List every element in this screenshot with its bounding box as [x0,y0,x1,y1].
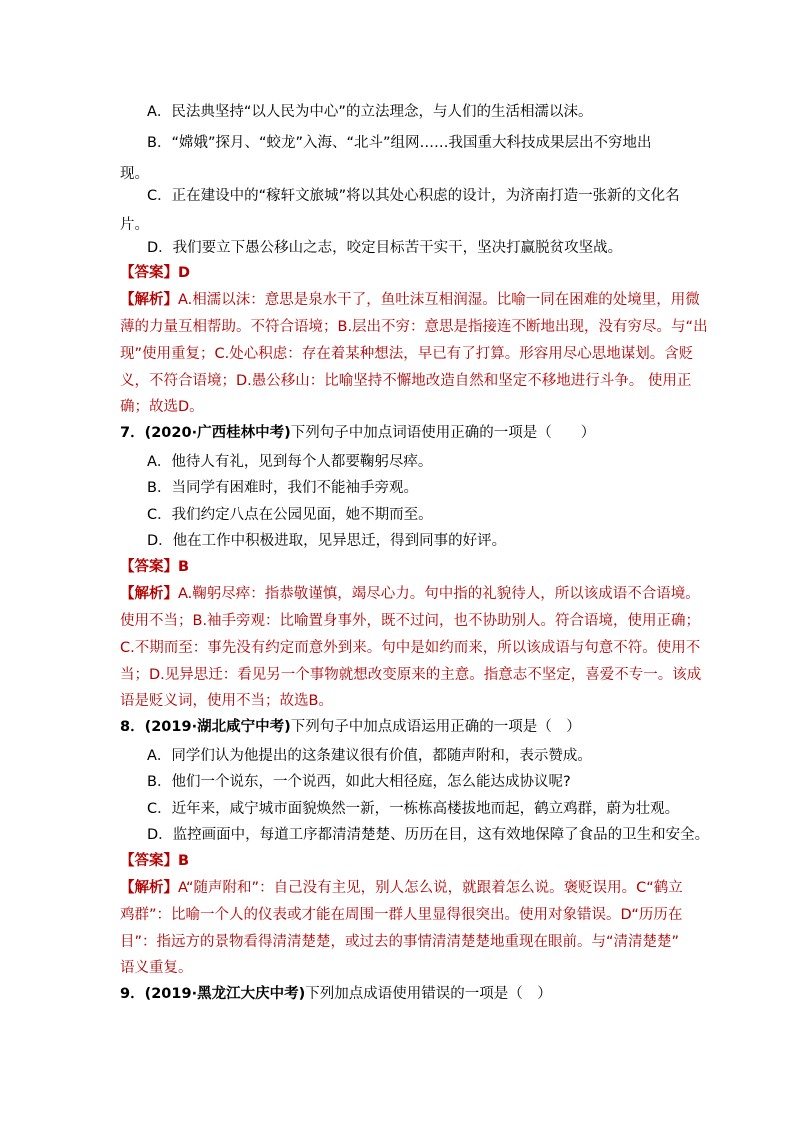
answer-tag: 【答案】 [120,559,178,575]
analysis-text: A.相濡以沫：意思是泉水干了，鱼吐沫互相润湿。比喻一同在困难的处境里，用微 [178,292,700,308]
q6-analysis-line: 薄的力量互相帮助。不符合语境；B.层出不穷：意思是指接连不断地出现，没有穷尽。与“出 [120,319,708,335]
q7-analysis-line: 语是贬义词，使用不当；故选B。 [120,693,333,709]
question-stem: 下列句子中加点词语使用正确的一项是（ ） [290,425,596,441]
q6-option-d: D．我们要立下愚公移山之志，咬定目标苦干实干，坚决打赢脱贫攻坚战。 [147,240,623,256]
q7-answer [120,557,189,577]
q7-stem [120,423,595,443]
answer-value: B [178,559,190,575]
q6-analysis-line: 义，不符合语境；D.愚公移山：比喻坚持不懈地改造自然和坚定不移地进行斗争。 使用正 [120,373,692,389]
q6-option-b: B．“嫦娥”探月、“蛟龙”入海、“北斗”组网……我国重大科技成果层出不穷地出 [147,135,652,151]
question-number: 7． [120,425,145,441]
analysis-tag: 【解析】 [120,292,178,308]
answer-value: D [178,265,191,281]
q7-analysis-line [120,584,700,604]
q8-analysis-line: 语义重复。 [120,960,193,976]
question-source: (2019·湖北咸宁中考) [144,719,291,735]
q8-analysis-line [120,878,683,898]
q8-stem [120,717,581,737]
answer-tag: 【答案】 [120,853,178,869]
q6-option-a: A．民法典坚持“以人民为中心”的立法理念，与人们的生活相濡以沫。 [147,104,593,120]
question-stem: 下列加点成语使用错误的一项是（ ） [305,986,552,1002]
question-source: (2019·黑龙江大庆中考) [144,986,306,1002]
q6-option-b-cont: 现。 [120,166,149,182]
q7-analysis-line: 使用不当；B.袖手旁观：比喻置身事外，既不过问，也不协助别人。符合语境，使用正确； [120,613,701,629]
q9-stem [120,984,552,1004]
q6-analysis-line: 确；故选D。 [120,399,204,415]
question-source: (2020·广西桂林中考) [144,425,291,441]
analysis-tag: 【解析】 [120,880,178,896]
q7-option-d: D．他在工作中积极进取，见异思迁，得到同事的好评。 [147,533,507,549]
q8-answer [120,851,189,871]
q7-option-a: A．他待人有礼，见到每个人都要鞠躬尽瘁。 [147,454,433,470]
q7-analysis-line: C.不期而至：事先没有约定而意外到来。句中是如约而来，所以该成语与句意不符。使用不 [120,640,701,656]
q8-option-d: D．监控画面中，每道工序都清清楚楚、历历在目，这有效地保障了食品的卫生和安全。 [147,827,710,843]
analysis-text: A.鞠躬尽瘁：指恭敬谨慎，竭尽心力。句中指的礼貌待人，所以该成语不合语境。 [178,586,700,602]
q6-analysis-line [120,290,700,310]
question-stem: 下列句子中加点成语运用正确的一项是（ ） [290,719,581,735]
q8-analysis-line: 鸡群”：比喻一个人的仪表或才能在周围一群人里显得很突出。使用对象错误。D“历历在 [120,907,683,923]
q8-option-c: C．近年来，咸宁城市面貌焕然一新，一栋栋高楼拔地而起，鹤立鸡群，蔚为壮观。 [147,801,680,817]
question-number: 9． [120,986,145,1002]
q7-option-c: C．我们约定八点在公园见面，她不期而至。 [147,507,433,523]
q6-answer [120,263,190,283]
q8-option-a: A．同学们认为他提出的这条建议很有价值，都随声附和，表示赞成。 [147,748,592,764]
q6-analysis-line: 现”使用重复；C.处心积虑：存在着某种想法，早已有了打算。形容用尽心思地谋划。含贬 [120,346,694,362]
analysis-tag: 【解析】 [120,586,178,602]
q7-option-b: B．当同学有困难时，我们不能袖手旁观。 [147,480,418,496]
answer-tag: 【答案】 [120,265,178,281]
analysis-text: A“随声附和”：自己没有主见，别人怎么说，就跟着怎么说。褒贬误用。C“鹤立 [178,880,683,896]
question-number: 8． [120,719,145,735]
q8-analysis-line: 目”：指远方的景物看得清清楚楚，或过去的事情清清楚楚地重现在眼前。与“清清楚楚” [120,934,680,950]
q8-option-b: B．他们一个说东，一个说西，如此大相径庭，怎么能达成协议呢? [147,774,571,790]
q6-option-c: C．正在建设中的“稼轩文旅城”将以其处心积虑的设计，为济南打造一张新的文化名 [147,188,680,204]
answer-value: B [178,853,190,869]
q7-analysis-line: 当；D.见异思迁：看见另一个事物就想改变原来的主意。指意志不坚定，喜爱不专一。该成 [120,667,702,683]
q6-option-c-cont: 片。 [120,217,149,233]
